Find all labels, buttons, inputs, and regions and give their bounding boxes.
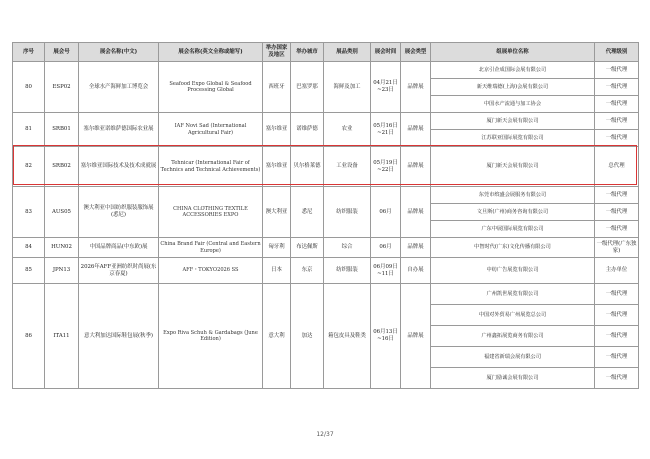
date-cell: 05月19日~22日 — [371, 147, 401, 187]
city-cell: 巴塞罗那 — [291, 62, 324, 113]
organizer-cell: 新天维瑞德(上海)会展有限公司 — [431, 79, 595, 96]
expo-code-cell: SRB01 — [45, 113, 79, 147]
category-cell: 农业 — [324, 113, 371, 147]
expo-code-cell: JPN13 — [45, 258, 79, 284]
header-cell: 展会名称(中文) — [79, 43, 159, 62]
chinese-name-cell: 中国品牌商品(中东欧)展 — [79, 238, 159, 258]
category-cell: 箱包皮具及鞋类 — [324, 284, 371, 389]
agency-level-cell: 一级代理 — [595, 79, 639, 96]
city-cell: 悉尼 — [291, 187, 324, 238]
organizer-cell: 厦门新天会展有限公司 — [431, 113, 595, 130]
chinese-name-cell: 塞尔维亚诺维萨德国际农业展 — [79, 113, 159, 147]
table-row — [13, 187, 639, 204]
category-cell: 工业设备 — [324, 147, 371, 187]
category-cell: 海鲜及加工 — [324, 62, 371, 113]
expo-type-cell: 品牌展 — [401, 238, 431, 258]
expo-type-cell: 品牌展 — [401, 62, 431, 113]
city-cell: 布达佩斯 — [291, 238, 324, 258]
agency-level-cell: 一级代理 — [595, 130, 639, 147]
expo-type-cell: 品牌展 — [401, 284, 431, 389]
serial-cell: 85 — [13, 258, 45, 284]
serial-cell: 84 — [13, 238, 45, 258]
category-cell: 纺织服装 — [324, 258, 371, 284]
header-cell: 代理级别 — [595, 43, 639, 62]
chinese-name-cell: 全球水产海鲜加工博览会 — [79, 62, 159, 113]
organizer-cell: 广州凯世展览有限公司 — [431, 284, 595, 305]
serial-cell: 83 — [13, 187, 45, 238]
agency-level-cell: 一级代理 — [595, 326, 639, 347]
organizer-cell: 东莞市缤盛会展服务有限公司 — [431, 187, 595, 204]
agency-level-cell: 主办单位 — [595, 258, 639, 284]
expo-code-cell: HUN02 — [45, 238, 79, 258]
chinese-name-cell: 塞尔维亚国际技术及技术成就展 — [79, 147, 159, 187]
country-cell: 塞尔维亚 — [263, 147, 291, 187]
chinese-name-cell: 意大利加达国际鞋包展(秋季) — [79, 284, 159, 389]
header-cell: 展会类型 — [401, 43, 431, 62]
agency-level-cell: 一级代理 — [595, 113, 639, 130]
table-row — [13, 62, 639, 79]
date-cell: 04月21日~23日 — [371, 62, 401, 113]
expo-type-cell: 品牌展 — [401, 187, 431, 238]
header-cell: 展会名称(英文全称或缩写) — [159, 43, 263, 62]
english-name-cell: China Brand Fair (Central and Eastern Europe) — [159, 238, 263, 258]
header-cell: 展品类别 — [324, 43, 371, 62]
city-cell: 贝尔格莱德 — [291, 147, 324, 187]
table-row — [13, 238, 639, 258]
agency-level-cell: 一级代理 — [595, 187, 639, 204]
country-cell: 意大利 — [263, 284, 291, 389]
header-cell: 展会号 — [45, 43, 79, 62]
agency-level-cell: 一级代理 — [595, 305, 639, 326]
country-cell: 匈牙利 — [263, 238, 291, 258]
expo-type-cell: 自办展 — [401, 258, 431, 284]
english-name-cell: Expo Riva Schuh & Gardabags (June Edition) — [159, 284, 263, 389]
serial-cell: 81 — [13, 113, 45, 147]
date-cell: 05月16日~21日 — [371, 113, 401, 147]
english-name-cell: Seafood Expo Global & Seafood Processing Global — [159, 62, 263, 113]
table-row — [13, 113, 639, 130]
date-cell: 06月 — [371, 238, 401, 258]
city-cell: 东京 — [291, 258, 324, 284]
agency-level-cell: 总代理 — [595, 147, 639, 187]
serial-cell: 86 — [13, 284, 45, 389]
serial-cell: 80 — [13, 62, 45, 113]
table-row — [13, 258, 639, 284]
english-name-cell: AFF・TOKYO2026 SS — [159, 258, 263, 284]
table-body — [13, 62, 639, 389]
country-cell: 西班牙 — [263, 62, 291, 113]
country-cell: 日本 — [263, 258, 291, 284]
organizer-cell: 江苏联亚国际展览有限公司 — [431, 130, 595, 147]
table-header-row — [13, 43, 639, 62]
city-cell: 诺维萨德 — [291, 113, 324, 147]
exhibition-table — [12, 42, 639, 389]
date-cell: 06月 — [371, 187, 401, 238]
agency-level-cell: 一级代理 — [595, 347, 639, 368]
chinese-name-cell: 2026年AFF亚洲纺织时尚展(东京春夏) — [79, 258, 159, 284]
header-cell: 序号 — [13, 43, 45, 62]
organizer-cell: 中智时代(广东)文化传播有限公司 — [431, 238, 595, 258]
category-cell: 综合 — [324, 238, 371, 258]
header-cell: 展会时间 — [371, 43, 401, 62]
organizer-cell: 文旦斯(广州)商务咨询有限公司 — [431, 204, 595, 221]
organizer-cell: 中国对外贸易广州展览总公司 — [431, 305, 595, 326]
expo-code-cell: SRB02 — [45, 147, 79, 187]
english-name-cell: IAF Novi Sad (International Agricultural Fair) — [159, 113, 263, 147]
agency-level-cell: 一级代理 — [595, 368, 639, 389]
english-name-cell: Tehnicar (International Fair of Technics and Technical Achievements) — [159, 147, 263, 187]
agency-level-cell: 一级代理 — [595, 204, 639, 221]
agency-level-cell: 一级代理(广东独家) — [595, 238, 639, 258]
expo-code-cell: ESP02 — [45, 62, 79, 113]
country-cell: 塞尔维亚 — [263, 113, 291, 147]
category-cell: 纺织服装 — [324, 187, 371, 238]
table-row — [13, 147, 639, 187]
header-cell: 举办国家及地区 — [263, 43, 291, 62]
organizer-cell: 中纺广告展览有限公司 — [431, 258, 595, 284]
organizer-cell: 厦门新天会展有限公司 — [431, 147, 595, 187]
organizer-cell: 广州鑫拓展览商务有限公司 — [431, 326, 595, 347]
city-cell: 加达 — [291, 284, 324, 389]
english-name-cell: CHINA CLOTHING TEXTILE ACCESSORIES EXPO — [159, 187, 263, 238]
expo-code-cell: AUS05 — [45, 187, 79, 238]
agency-level-cell: 一级代理 — [595, 221, 639, 238]
organizer-cell: 中国水产流通与加工协会 — [431, 96, 595, 113]
expo-type-cell: 品牌展 — [401, 113, 431, 147]
serial-cell: 82 — [13, 147, 45, 187]
page-number: 12/37 — [316, 431, 334, 438]
agency-level-cell: 一级代理 — [595, 284, 639, 305]
organizer-cell: 厦门励诚会展有限公司 — [431, 368, 595, 389]
header-cell: 举办城市 — [291, 43, 324, 62]
expo-code-cell: ITA11 — [45, 284, 79, 389]
table-row — [13, 284, 639, 305]
expo-type-cell: 品牌展 — [401, 147, 431, 187]
chinese-name-cell: 澳大利亚中国纺织服装服饰展(悉尼) — [79, 187, 159, 238]
organizer-cell: 福建省新瑞会展有限公司 — [431, 347, 595, 368]
agency-level-cell: 一级代理 — [595, 96, 639, 113]
organizer-cell: 北京引企成国际会展有限公司 — [431, 62, 595, 79]
agency-level-cell: 一级代理 — [595, 62, 639, 79]
organizer-cell: 广东中展国际展览有限公司 — [431, 221, 595, 238]
country-cell: 澳大利亚 — [263, 187, 291, 238]
header-cell: 组展单位名称 — [431, 43, 595, 62]
date-cell: 06月13日~16日 — [371, 284, 401, 389]
date-cell: 06月09日~11日 — [371, 258, 401, 284]
